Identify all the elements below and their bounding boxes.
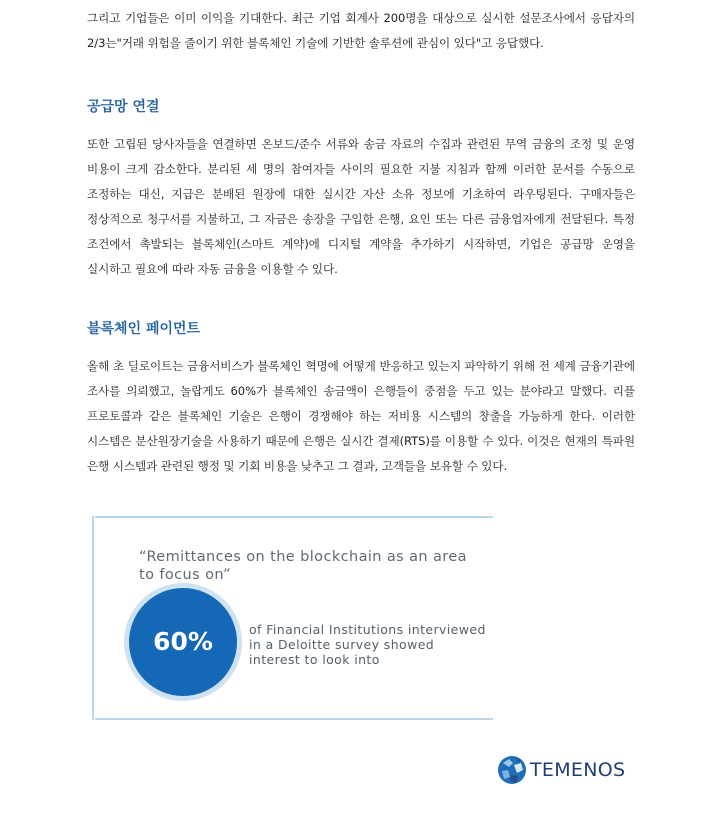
paragraph-intro: 그리고 기업들은 이미 이익을 기대한다. 최근 기업 회계사 200명을 대상으로 실시한 설문조사에서 응답자의 2/3는"거래 위험을 줄이기 위한 블록체인 기술에 기반한 솔루션에 관심이 있다"고 응답했다.	[87, 11, 635, 50]
percent-value: 60%	[153, 627, 213, 656]
heading-supply-chain: 공급망 연결	[87, 99, 160, 115]
paragraph-supply-chain: 또한 고립된 당사자들을 연결하면 온보드/준수 서류와 송금 자료의 수집과 관련된 무역 금융의 조정 및 운영 비용이 크게 감소한다. 분리된 세 명의 참여자들 사이의 필요한 지불 지침과 함께 이러한 문서를 수동으로 조정하는 대신, 지급은 분배된 원장에 대한 실시간 자산 소유 정보에 기초하여 라우팅된다. 구매자들은 정상적으로 청구서를 지불하고, 그 자금은 송장을 구입한 은행, 요인 또는 다른 금융업자에게 전달된다. 특정 조건에서 촉발되는 블록체인(스마트 계약)에 디지털 계약을 추가하기 시작하면, 기업은 공급망 운영을 실시하고 필요에 따라 자동 금융을 이용할 수 있다.	[87, 137, 635, 276]
paragraph-blockchain-payment: 올해 초 딜로이트는 금융서비스가 블록체인 혁명에 어떻게 반응하고 있는지 파악하기 위해 전 세계 금융기관에 조사를 의뢰했고, 놀랍게도 60%가 블록체인 송금액이 은행들이 중점을 두고 있는 분야라고 말했다. 리플 프로토콜과 같은 블록체인 기술은 은행이 경쟁해야 하는 저비용 시스템의 창출을 가능하게 한다. 이러한 시스템은 분산원장기술을 사용하기 때문에 은행은 실시간 결제(RTS)를 이용할 수 있다. 이것은 현재의 특파원 은행 시스템과 관련된 행정 및 기회 비용을 낮추고 그 결과, 고객들을 보유할 수 있다.	[87, 359, 635, 473]
figure-border-left	[92, 516, 94, 720]
figure-caption: of Financial Institutions interviewed in a Deloitte survey showed interest to look into	[249, 622, 486, 667]
temenos-logo	[497, 751, 632, 789]
temenos-globe-icon	[497, 753, 527, 787]
figure-border-bottom	[95, 718, 493, 720]
remittance-figure	[87, 516, 493, 720]
figure-border-top	[95, 516, 493, 518]
logo-text: TEMENOS	[530, 759, 626, 781]
figure-quote: “Remittances on the blockchain as an area to focus on”	[139, 549, 467, 583]
heading-blockchain-payment: 블록체인 페이먼트	[87, 321, 201, 337]
